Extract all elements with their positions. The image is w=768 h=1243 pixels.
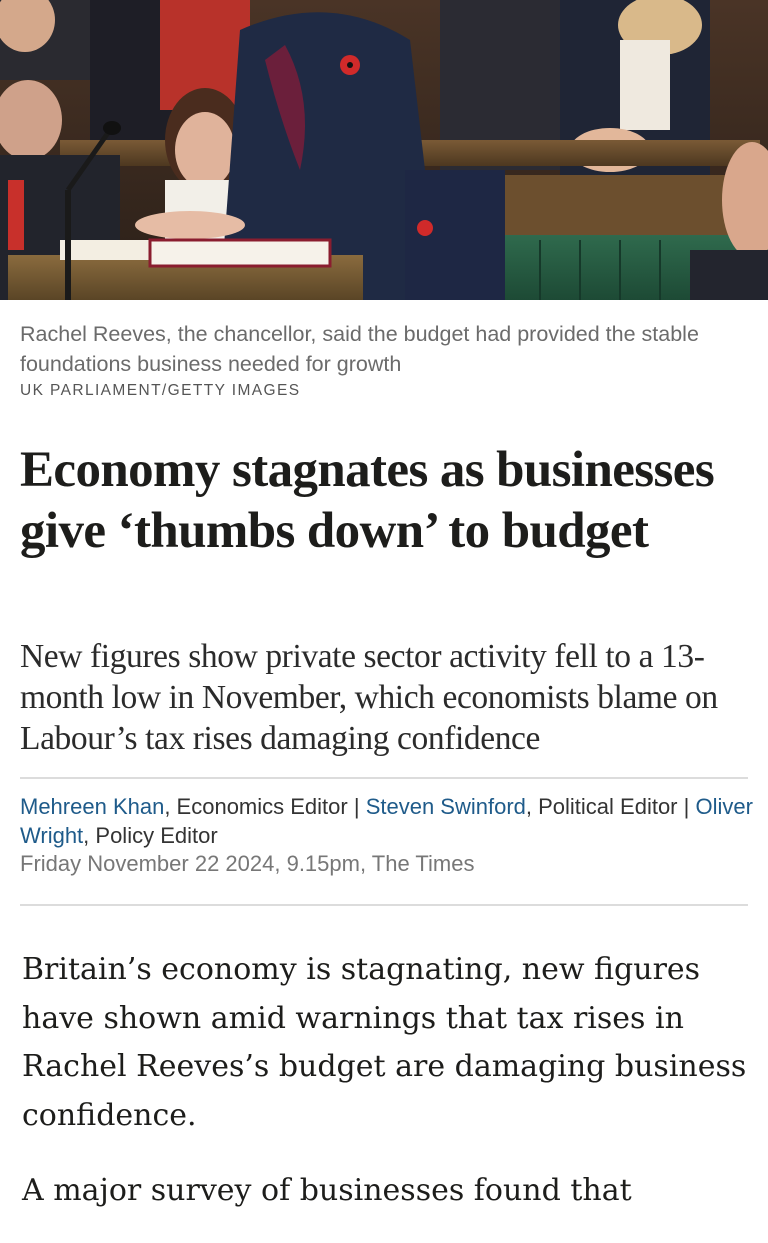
author-list (20, 792, 760, 850)
author-separator: | (347, 794, 366, 819)
author-role: , Policy Editor (83, 823, 218, 848)
author-link-mehreen-khan[interactable]: Mehreen Khan (20, 794, 165, 819)
article-headline: Economy stagnates as businesses give ‘thumbs down’ to budget (20, 442, 715, 559)
author-role: , Political Editor (525, 794, 678, 819)
body-paragraph: Britain’s economy is stagnating, new figures have shown amid warnings that tax rises in Rachel Reeves’s budget are damaging business confidence. (22, 952, 747, 1133)
byline-top-divider (20, 777, 748, 779)
caption-text: Rachel Reeves, the chancellor, said the budget had provided the stable foundations business needed for growth (20, 322, 699, 376)
byline (20, 792, 760, 878)
byline-bottom-divider (20, 904, 748, 906)
commons-chamber-photo (0, 0, 768, 300)
photo-caption (20, 319, 740, 400)
article-body (22, 946, 752, 1243)
article-dateline: Friday November 22 2024, 9.15pm, The Times (20, 851, 475, 876)
author-link-steven-swinford[interactable]: Steven Swinford (365, 794, 526, 819)
author-role: , Economics Editor (164, 794, 348, 819)
photo-credit: UK PARLIAMENT/GETTY IMAGES (20, 382, 301, 399)
author-separator: | (677, 794, 696, 819)
article-standfirst: New figures show private sector activity fell to a 13-month low in November, which economists blame on Labour’s tax rises damaging confidence (20, 638, 718, 757)
author-link-oliver-wright[interactable]: Oliver Wright (20, 794, 753, 848)
body-paragraph: A major survey of businesses found that (22, 1173, 632, 1208)
article-hero-photo (0, 0, 768, 300)
